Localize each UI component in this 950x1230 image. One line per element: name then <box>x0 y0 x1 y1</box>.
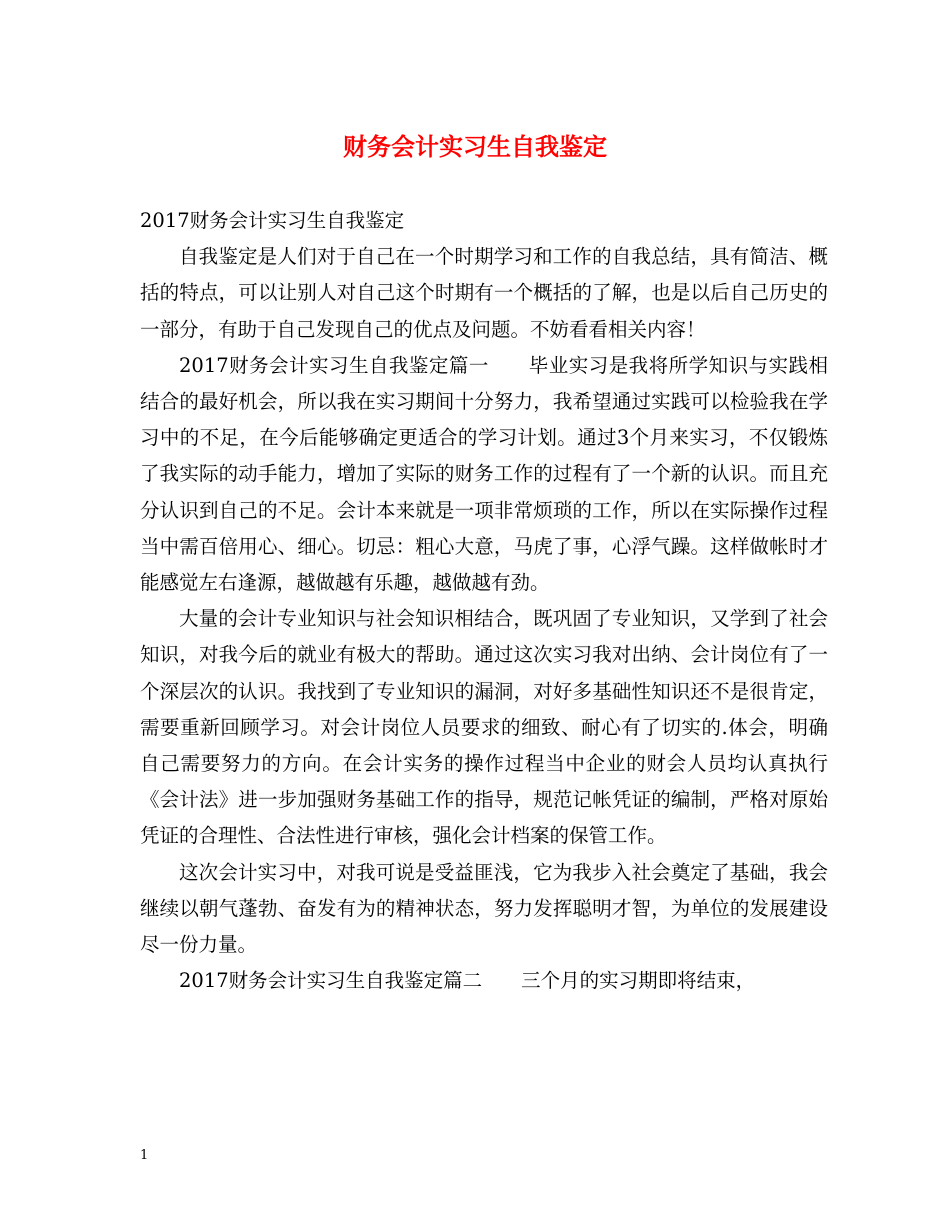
document-body <box>140 203 828 999</box>
paragraph-part-two: 2017财务会计实习生自我鉴定篇二 三个月的实习期即将结束， <box>179 969 756 993</box>
paragraph-part-one: 2017财务会计实习生自我鉴定篇一 毕业实习是我将所学知识与实践相结合的最好机会，所以我在实习期间十分努力，我希望通过实践可以检验我在学习中的不足，在今后能够确定更适合的学习计划。通过3个月来实习，不仅锻炼了我实际的动手能力，增加了实际的财务工作的过程有了一个新的认识。而且充分认识到自己的不足。会计本来就是一项非常烦琐的工作，所以在实际操作过程当中需百倍用心、细心。切忌：粗心大意，马虎了事，心浮气躁。这样做帐时才能感觉左右逢源，越做越有乐趣，越做越有劲。 <box>140 353 828 595</box>
paragraph-knowledge: 大量的会计专业知识与社会知识相结合，既巩固了专业知识，又学到了社会知识，对我今后的就业有极大的帮助。通过这次实习我对出纳、会计岗位有了一个深层次的认识。我找到了专业知识的漏洞，对好多基础性知识还不是很肯定，需要重新回顾学习。对会计岗位人员要求的细致、耐心有了切实的.体会，明确自己需要努力的方向。在会计实务的操作过程当中企业的财会人员均认真执行《会计法》进一步加强财务基础工作的指导，规范记帐凭证的编制，严格对原始凭证的合理性、合法性进行审核，强化会计档案的保管工作。 <box>140 607 828 848</box>
paragraph-intro: 自我鉴定是人们对于自己在一个时期学习和工作的自我总结，具有简洁、概括的特点，可以让别人对自己这个时期有一个概括的了解，也是以后自己历史的一部分，有助于自己发现自己的优点及问题。不妨看看相关内容！ <box>140 245 828 341</box>
page-number: 1 <box>140 1148 149 1163</box>
paragraph-conclusion: 这次会计实习中，对我可说是受益匪浅，它为我步入社会奠定了基础，我会继续以朝气蓬勃、奋发有为的精神状态，努力发挥聪明才智，为单位的发展建设尽一份力量。 <box>140 860 828 957</box>
paragraph-subtitle: 2017财务会计实习生自我鉴定 <box>140 209 405 232</box>
page-title: 财务会计实习生自我鉴定 <box>343 132 607 161</box>
